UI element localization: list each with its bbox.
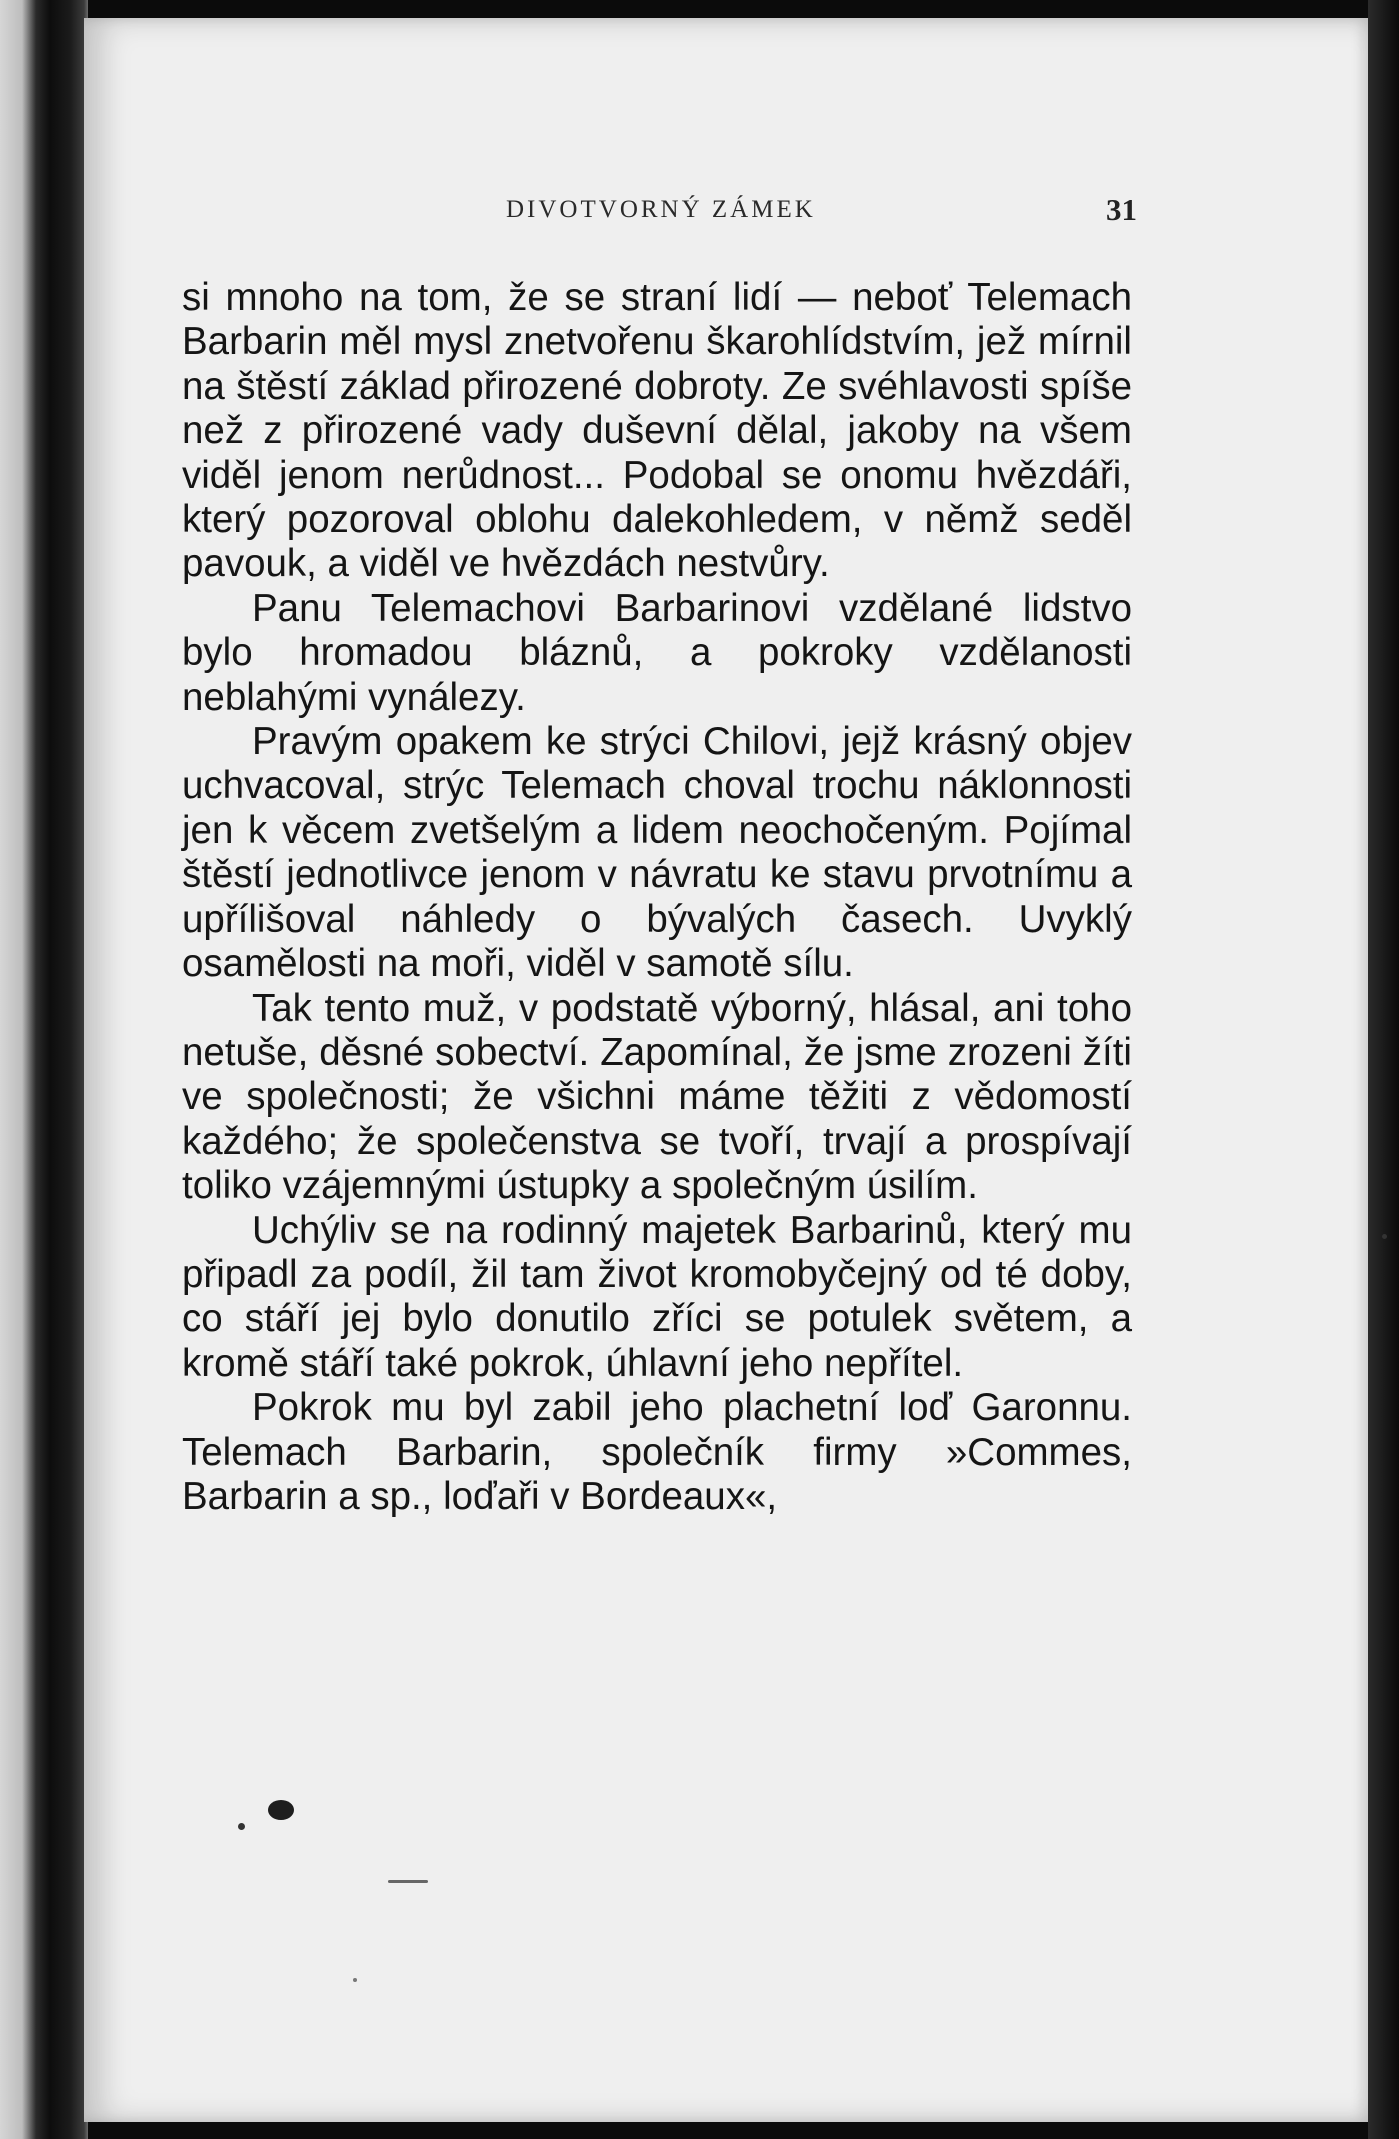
- book-binding-shadow: [0, 0, 88, 2139]
- paragraph-3: Pravým opakem ke strýci Chilovi, jejž krásný objev uchvacoval, strýc Telemach choval trochu náklonnosti jen k věcem zvetšelým a lidem neochočeným. Pojímal štěstí jednotlivce jenom v návratu ke stavu prvotnímu a upřílišoval náhledy o bývalých časech. Uvyklý osamělosti na moři, viděl v samotě sílu.: [182, 720, 1132, 986]
- running-header: [84, 192, 1368, 236]
- ink-scratch: [388, 1880, 428, 1883]
- body-text: [182, 276, 1132, 1519]
- ink-speck-3: [353, 1978, 357, 1982]
- paragraph-4: Tak tento muž, v podstatě výborný, hlásal, ani toho netuše, děsné sobectví. Zapomínal, že jsme zrozeni žíti ve společnosti; že všichni máme těžiti z vědomostí každého; že společenstva se tvoří, trvají a prospívají toliko vzájemnými ústupky a společným úsilím.: [182, 986, 1132, 1208]
- paragraph-6: Pokrok mu byl zabil jeho plachetní loď Garonnu. Telemach Barbarin, společník firmy »Commes, Barbarin a sp., loďaři v Bordeaux«,: [182, 1386, 1132, 1518]
- paragraph-2: Panu Telemachovi Barbarinovi vzdělané lidstvo bylo hromadou bláznů, a pokroky vzdělanosti neblahými vynálezy.: [182, 586, 1132, 719]
- ink-blot: [268, 1800, 294, 1820]
- paragraph-5: Uchýliv se na rodinný majetek Barbarinů, který mu připadl za podíl, žil tam život kromobyčejný od té doby, co stáří jej bylo donutilo zříci se potulek světem, a kromě stáří také pokrok, úhlavní jeho nepřítel.: [182, 1208, 1132, 1385]
- page-edge-shadow: [1368, 0, 1399, 2139]
- paragraph-1: si mnoho na tom, že se straní lidí — neboť Telemach Barbarin měl mysl znetvořenu škarohlídstvím, jež mírnil na štěstí základ přirozené dobroty. Ze svéhlavosti spíše než z přirozené vady duševní dělal, jakoby na všem viděl jenom nerůdnost... Podobal se onomu hvězdáři, který pozoroval oblohu dalekohledem, v němž seděl pavouk, a viděl ve hvězdách nestvůry.: [182, 276, 1132, 586]
- ink-speck-1: [238, 1823, 245, 1830]
- ink-speck-2: [1382, 1234, 1387, 1239]
- page-number: 31: [1106, 192, 1137, 227]
- running-title: DIVOTVORNÝ ZÁMEK: [506, 196, 816, 223]
